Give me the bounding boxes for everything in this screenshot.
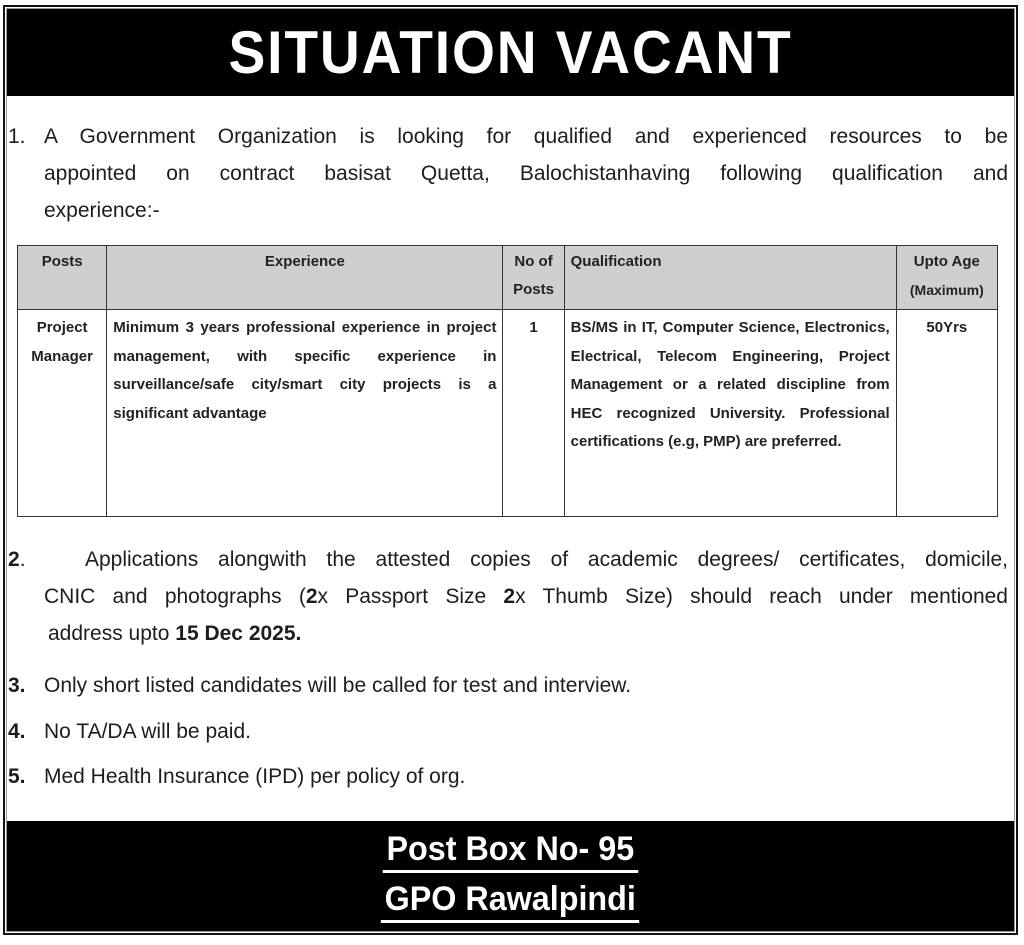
paragraph-5 [6,758,465,795]
paragraph-1 [6,118,1008,229]
paragraph-number: 1. [8,125,26,148]
paragraph-3 [6,667,631,704]
header-text: No of [514,253,553,270]
number-suffix: . [19,548,26,571]
text-segment: x Thumb Size) should reach under mentioned [515,585,1008,608]
header-qualification: Qualification [564,246,896,310]
cell-post: Project Manager [18,310,107,517]
header-experience: Experience [107,246,503,310]
text-segment: address upto [48,622,176,645]
post-box-address: Post Box No- 95 [383,829,638,873]
paragraph-line [6,578,1008,615]
paragraph-line: appointed on contract basisat Quetta, Balochistanhaving following qualification and [44,162,1008,185]
paragraph-line: Applications alongwith the attested copies of academic degrees/ certificates, domicile, [84,548,1008,571]
paragraph-number: 5. [8,765,26,788]
paragraph-number: 4. [8,720,26,743]
page-title: SITUATION VACANT [228,19,793,86]
header-text: Posts [513,281,554,298]
bold-count: 2 [305,585,318,608]
bold-count: 2 [503,585,516,608]
paragraph-text: Only short listed candidates will be called for test and interview. [44,674,632,697]
text-segment: CNIC and photographs ( [44,585,306,608]
paragraph-text: No TA/DA will be paid. [44,720,251,743]
paragraph-2 [6,541,1008,652]
table-header-row [18,246,998,310]
paragraph-line: experience:- [44,199,160,222]
address-banner [7,821,1014,931]
paragraph-4 [6,713,251,750]
paragraph-line [6,615,1008,652]
title-banner [7,9,1014,96]
cell-age: 50Yrs [896,310,997,517]
header-age [896,246,997,310]
deadline-date: 15 Dec 2025. [175,622,302,645]
paragraph-line: A Government Organization is looking for qualified and experienced resources to be [44,125,1008,148]
header-no-of-posts [503,246,564,310]
paragraph-number: 2 [8,548,20,571]
text-segment: x Passport Size [317,585,504,608]
header-text: Upto Age [913,253,980,270]
gpo-address: GPO Rawalpindi [381,879,640,923]
cell-no-of-posts: 1 [503,310,564,517]
table-row [18,310,998,517]
paragraph-number: 3. [8,674,26,697]
cell-experience: Minimum 3 years professional experience in project management, with specific experience in surveillance/safe city/smart city projects is a significant advantage [107,310,503,517]
cell-qualification: BS/MS in IT, Computer Science, Electronics, Electrical, Telecom Engineering, Project Management or a related discipline from HEC recognized University. Professional certifications (e.g, PMP) are preferred. [564,310,896,517]
header-posts: Posts [18,246,107,310]
vacancy-table [17,245,998,517]
header-text: (Maximum) [909,282,984,298]
paragraph-text: Med Health Insurance (IPD) per policy of org. [44,765,466,788]
